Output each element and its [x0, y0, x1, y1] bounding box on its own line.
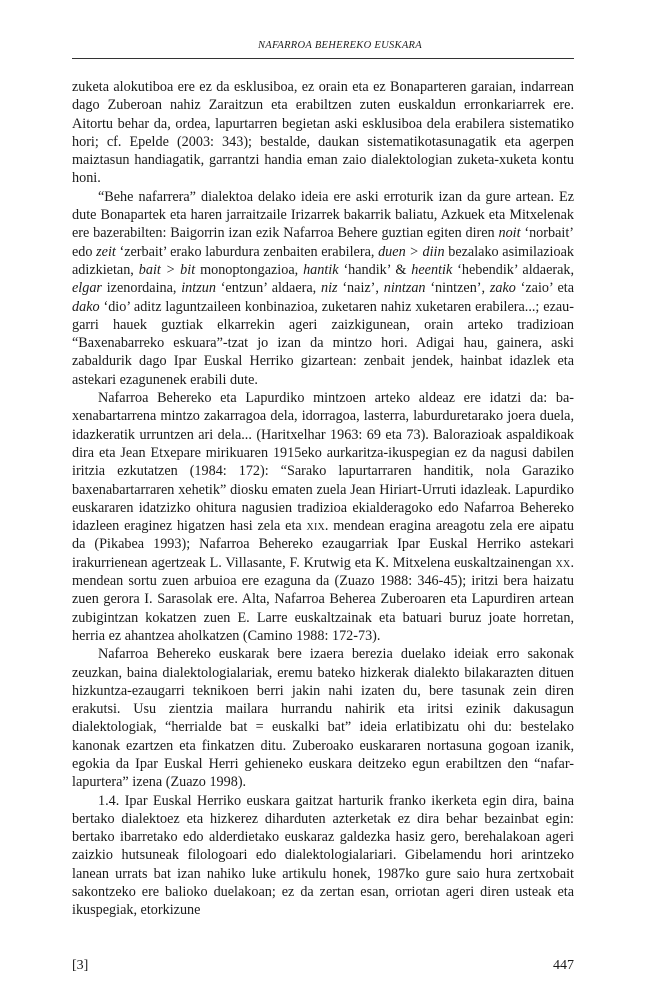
paragraph-2 — [72, 188, 574, 389]
text-run: ‘dio’ aditz laguntzaileen konbinazioa, zuketaren nahiz xuketaren erabilera...; ezaugarri hauek guztiak elkarrekin ageri zaizkigunean, orain arteko tradizioan “Baxenabarreko eskuara”-tzat jo izan da mintzo hori. Adigai hau, gainera, aski zabaldurik dago Ipar Euskal Herriko gizartean: zenbait jendek, hainbat idazlek eta astekari ezagunenek erabili dute. — [72, 298, 574, 388]
text-run: izenordaina, — [101, 280, 182, 297]
text-run: ‘hebendik’ aldaerak, — [452, 261, 575, 278]
text-run: 1.4. Ipar Euskal Herriko euskara gaitzat harturik franko ikerketa egin dira, baina bertako dialektoez eta hizkerez diharduten azterketak ez dira behar bezainbat egin: bertako ibarretako edo alderdietako euskaraz galdezka hasiz gero, berehalakoan ageri zaizkio hutsuneak filologoari edo dialektologialariari. Gibelamendu hori arintzeko lanean urrats bat izan nahiko luke artikulu honek, 1987ko gure saio hura zertxobait sakontzeko ere balioko duelakoan; ez da zertan esan, orriotan ageri diren usteak eta ikuspegiak, etorkizune — [72, 792, 574, 919]
italic-term: zeit — [96, 243, 116, 260]
italic-term: niz — [320, 280, 338, 297]
running-header — [72, 40, 574, 51]
header-rule — [72, 58, 574, 59]
text-run: monoptongazioa, — [195, 261, 304, 278]
italic-term: noit — [498, 225, 521, 242]
italic-term: intzun — [181, 280, 216, 297]
text-run: . mendean sortu zuen arbuioa ere ezaguna da (Zuazo 1988: 346-45); iritzi bera haizatu zuen gerora I. Sarasolak ere. Alta, Nafarroa Beherea Zuberoaren eta Lapurdiren artean zubigintzan kokatzen zuen E. Larre euskaltzainak eta batuari buruz joate horretan, herria ez ahantzea aholkatzen (Camino 1988: 172-73). — [72, 554, 574, 644]
text-run: ‘zaio’ eta — [515, 280, 574, 297]
text-run: . mendean eragina areagotu zela ere aipatu da (Pikabea 1993); Nafarroa Behereko ezaugarriak Ipar Euskal Herriko astekari irakurrienean agertzeak L. Villasante, F. Krutwig eta K. Mitxelena euskaltzainengan — [72, 518, 574, 571]
paragraph-4 — [72, 645, 574, 791]
text-run: ‘norbait’ edo — [72, 225, 574, 260]
roman-numeral: xx — [555, 554, 571, 571]
text-run: ‘handik’ & — [338, 261, 412, 278]
paragraph-1 — [72, 78, 574, 188]
italic-term: zako — [489, 280, 516, 297]
italic-term: elgar — [72, 280, 102, 297]
text-run: Nafarroa Behereko eta Lapurdiko mintzoen arteko aldeaz ere idatzi da: baxenabartarrena mintzo zakarragoa dela, idorragoa, lasterra, laburduretarako joera duela, idazkeratik urruntzen ari dela... (Haritxelhar 1963: 69 eta 73). Balorazioak aspaldikoak dira eta Jean Etxepare mirikuaren 1915eko aurkaritza-ikuspegian ez da nagusi dabilen iritzia ezkutatzen (1984: 172): “Sarako lapurtarraren handitik, nola Garaziko baxenabartarraren xehetik” diosku ematen zuela Jean Hiriart-Urruti idazleak. Lapurdiko euskararen idatzizko ohitura nagusien tradizioa ekialderagoko edo Nafarroa Behereko idazleen eraginez higatzen hasi zela eta — [72, 390, 574, 535]
italic-term: duen > diin — [378, 243, 445, 260]
italic-term: heentik — [411, 261, 453, 278]
section-marker: [3] — [72, 958, 89, 973]
text-run: ‘nintzen’, — [425, 280, 490, 297]
text-run: bezalako asimilazioak adizkietan, — [72, 243, 574, 278]
page-footer — [72, 958, 574, 974]
page-number: 447 — [553, 958, 574, 973]
italic-term: nintzan — [383, 280, 426, 297]
italic-term: dako — [72, 298, 100, 315]
paragraph-5 — [72, 792, 574, 920]
text-run: ‘naiz’, — [337, 280, 384, 297]
main-text — [72, 78, 574, 920]
text-run: Nafarroa Behereko euskarak bere izaera berezia duelako ideiak erro sakonak zeuzkan, baina dialektologialariak, eremu bateko hizkerak dialekto bilakarazten dituen hizkuntza-ezaugarri teknikoen berri jakin nahi izaten du, bere tasunak zein diren erakutsi. Usu zientzia mailara hurrandu nahirik eta iritsi ezinik dakusagun dialektologiak, “herrialde bat = euskalki bat” ideia erlatibizatu ohi du: bestelako kanonak ezartzen eta finkatzen ditu. Zuberoako euskararen nortasuna gogoan izanik, egokia da Ipar Euskal Herri gehieneko euskara deitzeko egun erabiltzen den “nafar-lapurtera” izena (Zuazo 1998). — [72, 646, 574, 791]
italic-term: bait > bit — [138, 261, 196, 278]
text-run: ‘zerbait’ erako laburdura zenbaiten erabilera, — [115, 243, 379, 260]
running-title: NAFARROA BEHEREKO EUSKARA — [257, 40, 422, 51]
roman-numeral: xix — [306, 518, 325, 535]
text-run: ‘entzun’ aldaera, — [215, 280, 321, 297]
italic-term: hantik — [303, 261, 339, 278]
text-run: zuketa alokutiboa ere ez da esklusiboa, ez orain eta ez Bonaparteren garaian, indarrean dago Zuberoan nahiz Zaraitzun eta erabiltzen zuten euskaldun erronkariarrek ere. Aitortu behar da, ordea, lapurtarren begietan aski esklusiboa dela erabilera sistematiko hori; cf. Epelde (2003: 343); bestalde, daukan sistematikotasunagatik eta agerpen maiztasun handiagatik, garrantzi handia eman zaio dialektologian zuketa-xuketa kontu honi. — [72, 79, 574, 187]
paragraph-3 — [72, 389, 574, 645]
text-run: “Behe nafarrera” dialektoa delako ideia ere aski erroturik izan da gure artean. Ez dute Bonapartek eta haren jarraitzaile Irizarrek bakarrik baliatu, Azkuek eta Mitxelenak ere bazerabilten: Baigorrin izan ezik Nafarroa Behere guztian egiten diren — [72, 188, 574, 242]
